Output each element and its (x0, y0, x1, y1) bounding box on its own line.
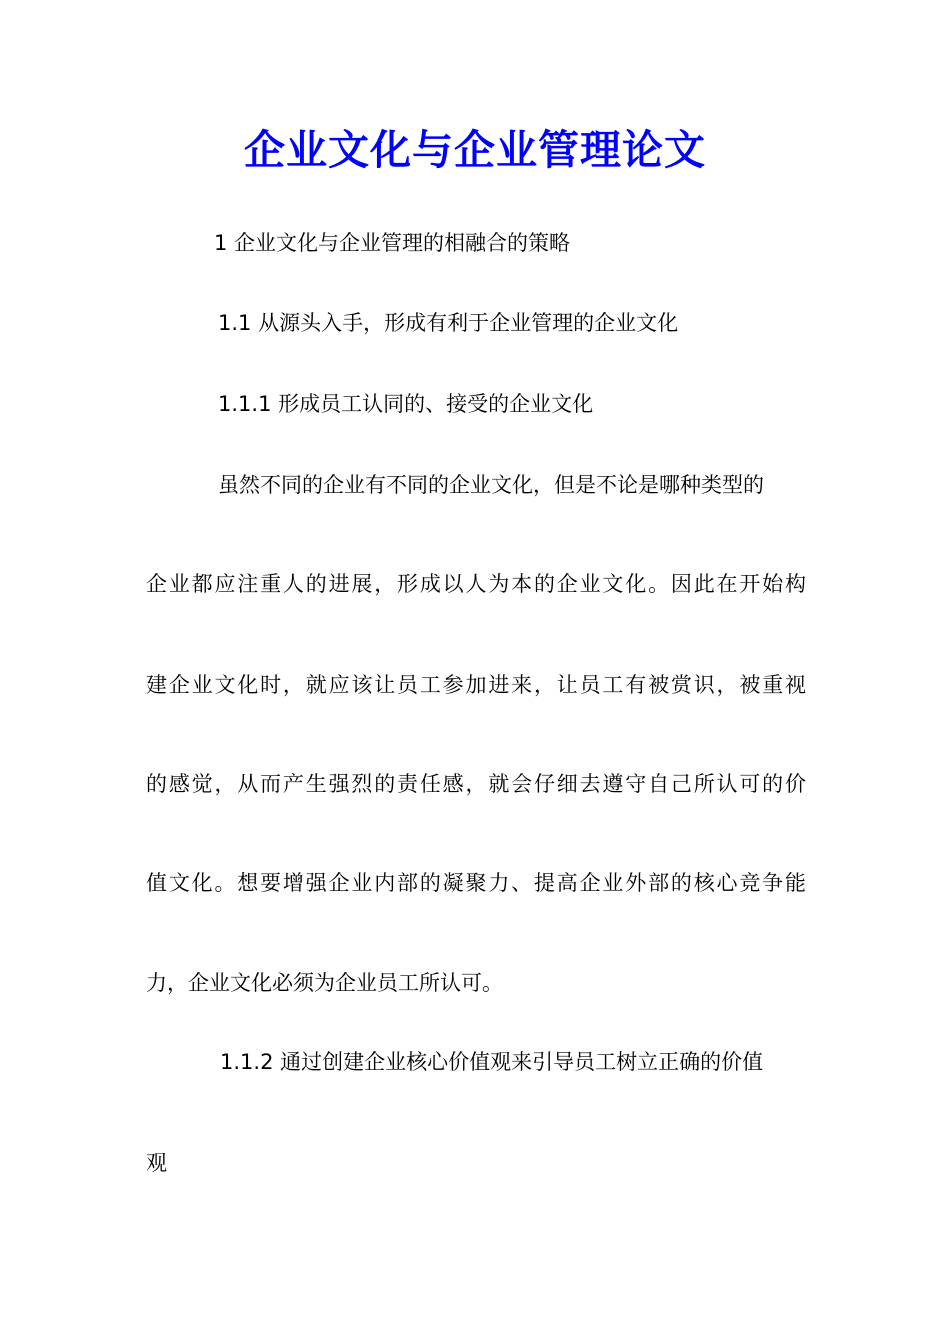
paragraph-line: 建企业文化时，就应该让员工参加进来，让员工有被赏识，被重视 (146, 673, 806, 697)
paragraph-line: 值文化。想要增强企业内部的凝聚力、提高企业外部的核心竞争能 (146, 871, 806, 895)
heading-line: 观 (146, 1151, 167, 1175)
section-heading-1-1: 1.1 从源头入手，形成有利于企业管理的企业文化 (218, 311, 679, 335)
heading-line: 1.1.2 通过创建企业核心价值观来引导员工树立正确的价值 (220, 1050, 764, 1074)
paragraph-line: 虽然不同的企业有不同的企业文化，但是不论是哪种类型的 (218, 473, 764, 497)
paragraph-line: 力，企业文化必须为企业员工所认可。 (146, 971, 503, 995)
paragraph-line: 的感觉，从而产生强烈的责任感，就会仔细去遵守自己所认可的价 (146, 772, 806, 796)
document-title: 企业文化与企业管理论文 (244, 126, 706, 174)
section-heading-1-1-1: 1.1.1 形成员工认同的、接受的企业文化 (218, 392, 594, 416)
paragraph-line: 企业都应注重人的进展，形成以人为本的企业文化。因此在开始构 (146, 572, 806, 596)
section-heading-1: 1 企业文化与企业管理的相融合的策略 (214, 231, 571, 255)
